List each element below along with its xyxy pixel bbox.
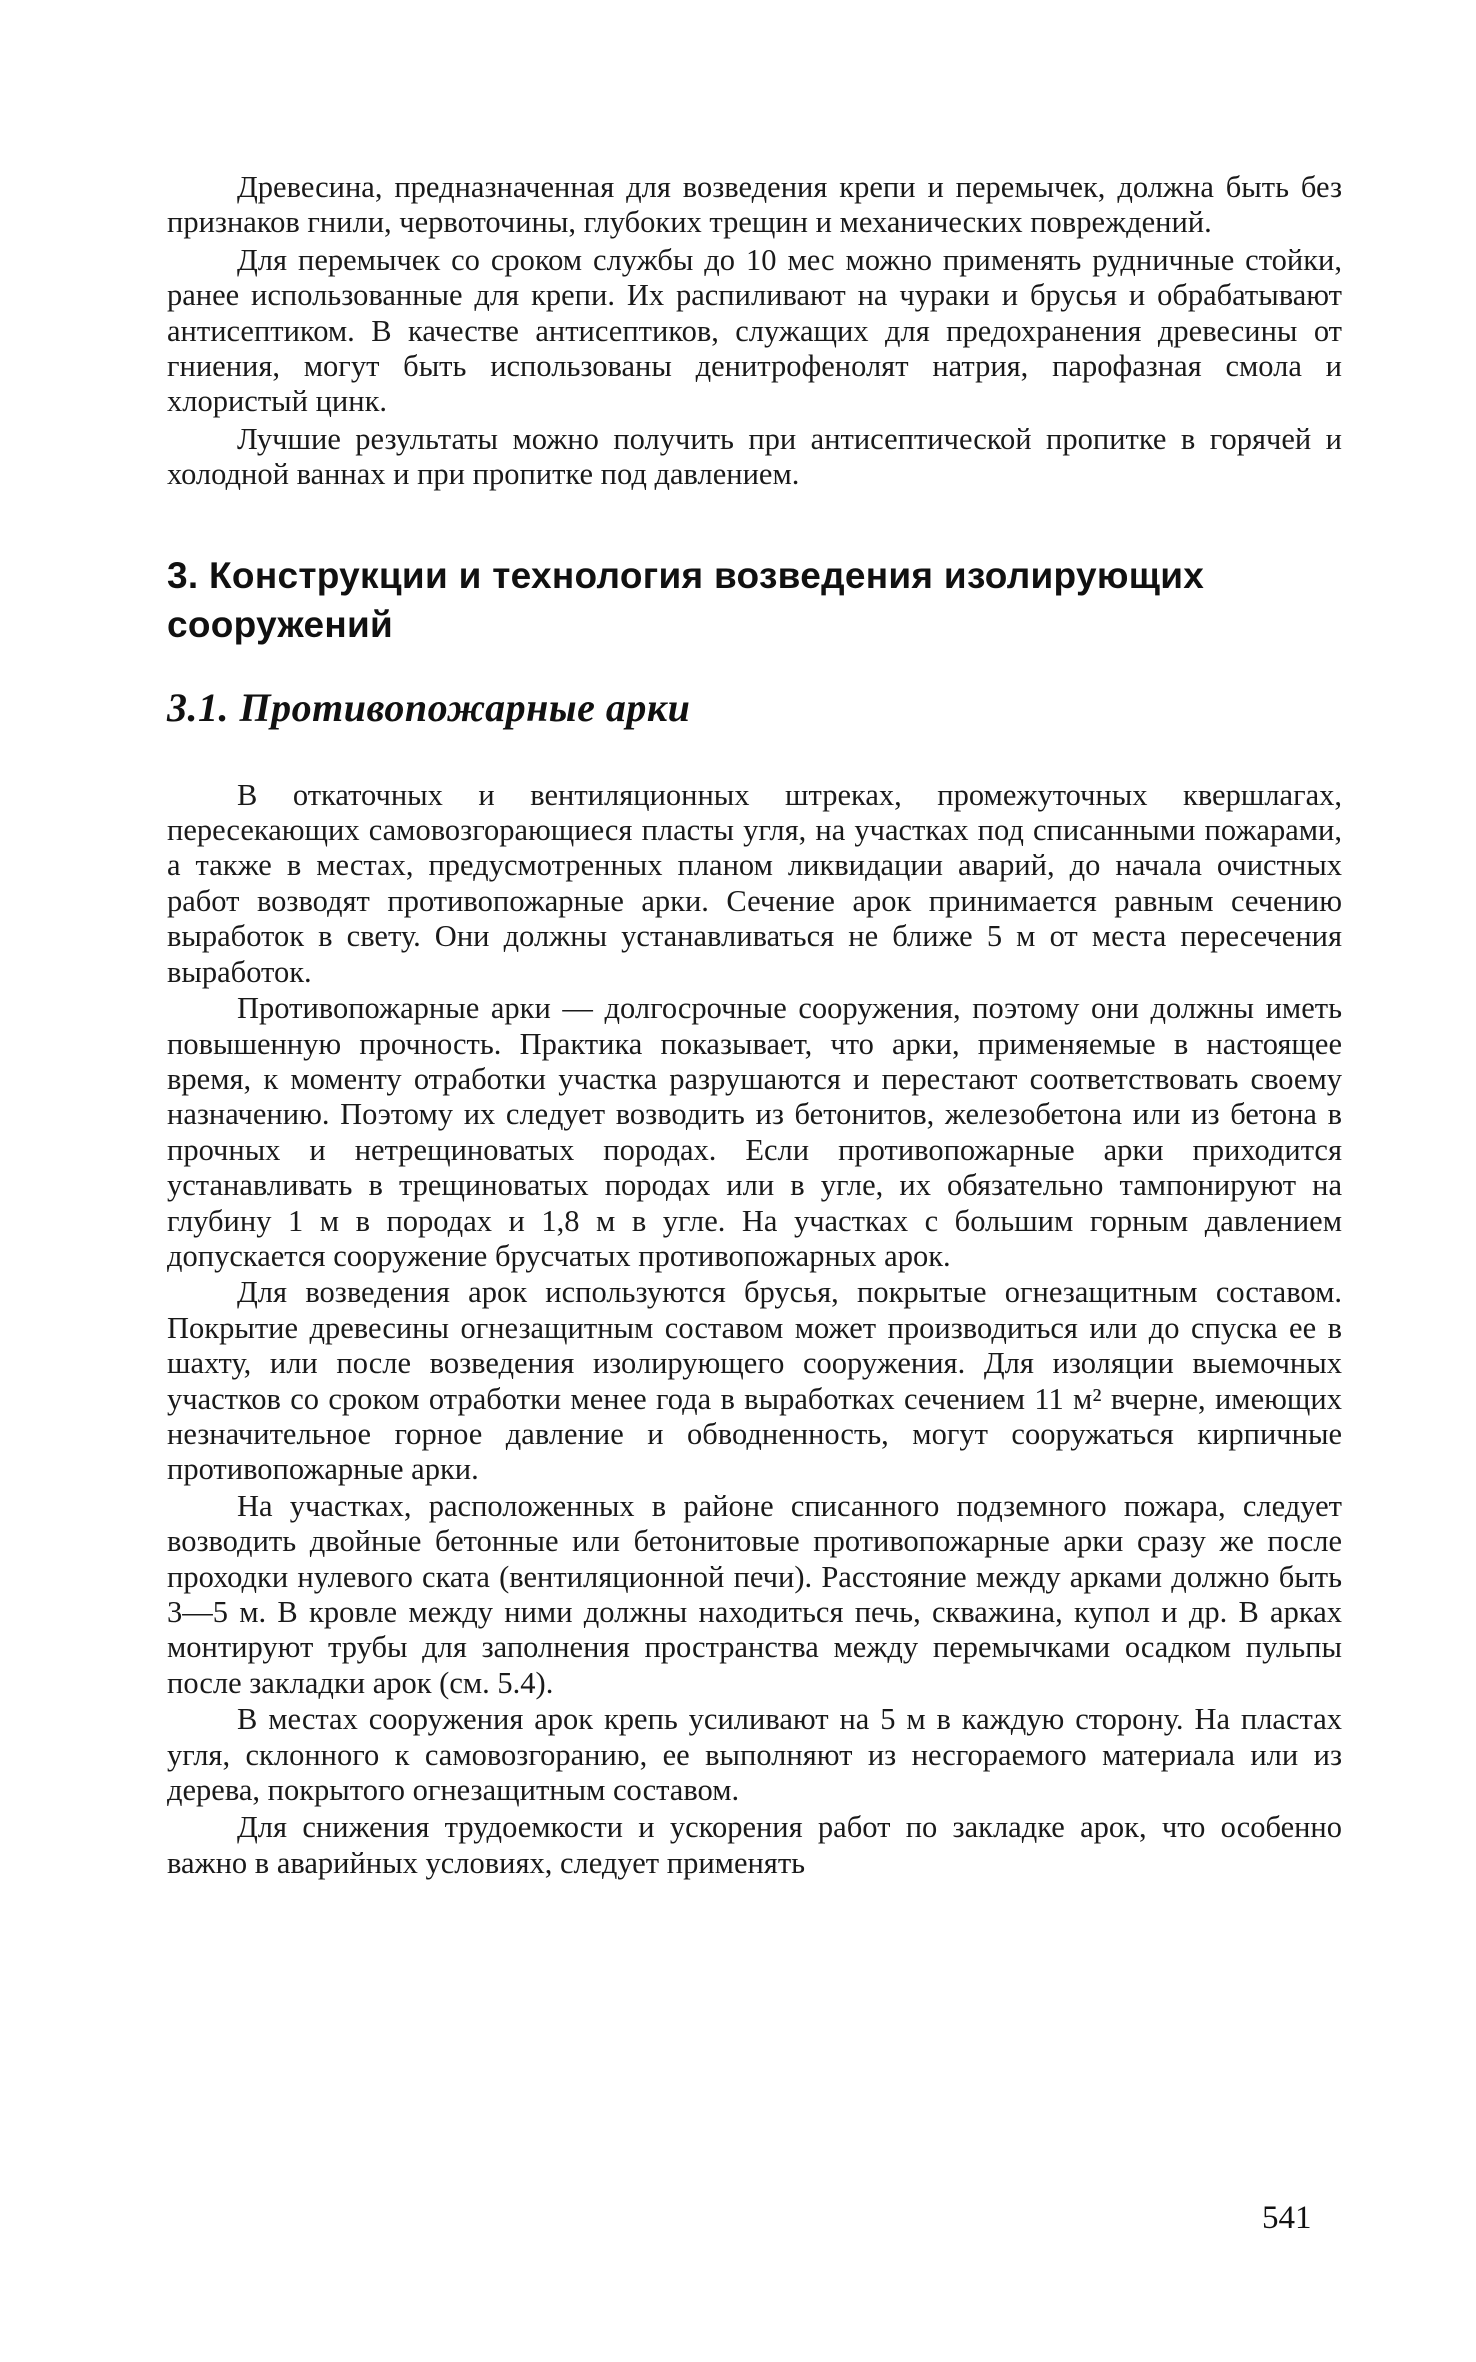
body-paragraph-5: В местах сооружения арок крепь усиливают на 5 м в каждую сторону. На пластах угля, склонного к самовозгоранию, ее выполняют из несгораемого материала или из дерева, покрытого огнезащитным составом. — [167, 1702, 1342, 1808]
body-paragraph-4: На участках, расположенных в районе списанного подземного пожара, следует возводить двойные бетонные или бетонитовые противопожарные арки сразу же после проходки нулевого ската (вентиляционной печи). Расстояние между арками должно быть 3—5 м. В кровле между ними должны находиться печь, скважина, купол и др. В арках монтируют трубы для заполнения пространства между перемычками осадком пульпы после закладки арок (см. 5.4). — [167, 1488, 1342, 1700]
page-body — [167, 170, 1342, 1881]
body-paragraph-3: Для возведения арок используются брусья, покрытые огнезащитным составом. Покрытие древесины огнезащитным составом может производиться или до спуска ее в шахту, или после возведения изолирующего сооружения. Для изоляции выемочных участков со сроком отработки менее года в выработках сечением 11 м² вчерне, имеющих незначительное горное давление и обводненность, могут сооружаться кирпичные противопожарные арки. — [167, 1275, 1342, 1487]
body-paragraph-6: Для снижения трудоемкости и ускорения работ по закладке арок, что особенно важно в аварийных условиях, следует применять — [167, 1810, 1342, 1880]
intro-paragraph-2: Для перемычек со сроком службы до 10 мес можно применять рудничные стойки, ранее использованные для крепи. Их распиливают на чураки и брусья и обрабатывают антисептиком. В качестве антисептиков, служащих для предохранения древесины от гниения, могут быть использованы денитрофенолят натрия, парофазная смола и хлористый цинк. — [167, 242, 1342, 419]
page-number: 541 — [1262, 2200, 1312, 2236]
body-paragraph-2: Противопожарные арки — долгосрочные сооружения, поэтому они должны иметь повышенную прочность. Практика показывает, что арки, применяемые в настоящее время, к моменту отработки участка разрушаются и перестают соответствовать своему назначению. Поэтому их следует возводить из бетонитов, железобетона или из бетона в прочных и нетрещиноватых породах. Если противопожарные арки приходится устанавливать в трещиноватых породах или в угле, их обязательно тампонируют на глубину 1 м в породах и 1,8 м в угле. На участках с большим горным давлением допускается сооружение брусчатых противопожарных арок. — [167, 991, 1342, 1273]
section-heading: 3. Конструкции и технология возведения изолирующих сооружений — [167, 554, 1205, 645]
intro-paragraph-1: Древесина, предназначенная для возведения крепи и перемычек, должна быть без признаков гнили, червоточины, глубоких трещин и механических повреждений. — [167, 170, 1342, 240]
body-paragraph-1: В откаточных и вентиляционных штреках, промежуточных квершлагах, пересекающих самовозгорающиеся пласты угля, на участках под списанными пожарами, а также в местах, предусмотренных планом ликвидации аварий, до начала очистных работ возводят противопожарные арки. Сечение арок принимается равным сечению выработок в свету. Они должны устанавливаться не ближе 5 м от места пересечения выработок. — [167, 777, 1342, 989]
intro-paragraph-3: Лучшие результаты можно получить при антисептической пропитке в горячей и холодной ваннах и при пропитке под давлением. — [167, 421, 1342, 492]
subsection-heading: 3.1. Противопожарные арки — [167, 684, 691, 730]
